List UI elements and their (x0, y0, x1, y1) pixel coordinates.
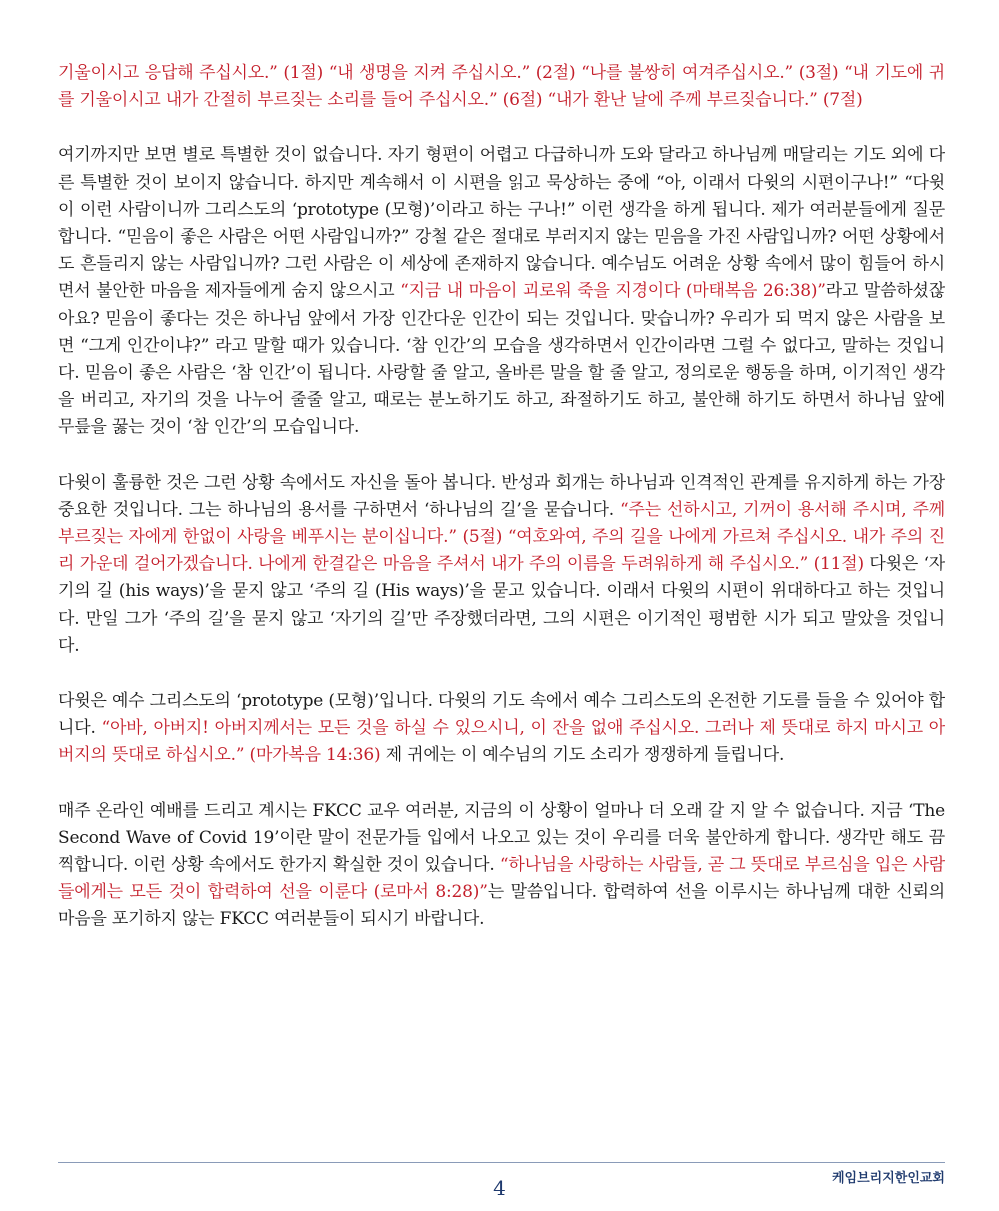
body-text-segment: 다윗이 훌륭한 것은 그런 상황 속에서도 자신을 돌아 봅니다. 반성과 회개는 하나님과 인격적인 관계를 유지하게 하는 가장 중요한 것입니다. 그는 하나님의 용서를 구하면서 ‘하나님의 길’을 묻습니다. (58, 472, 945, 520)
body-text-segment: 다윗은 ‘자기의 길 (his ways)’을 묻지 않고 ‘주의 길 (His ways)’을 묻고 있습니다. 이래서 다윗의 시편이 위대하다고 하는 것입니다. 만일 그가 ‘주의 길’을 묻지 않고 ‘자기의 길’만 주장했더라면, 그의 시편은 이기적인 평범한 시가 되고 말았을 것입니다. (58, 554, 946, 656)
paragraph-4 (58, 688, 945, 770)
page-number: 4 (493, 1176, 506, 1200)
footer-divider (58, 1162, 945, 1163)
paragraph-2 (58, 142, 945, 441)
paragraph-3 (58, 470, 945, 660)
body-text (58, 60, 945, 962)
scripture-quote: “아바, 아버지! 아버지께서는 모든 것을 하실 수 있으시니, 이 잔을 없애 주십시오. 그러나 제 뜻대로 하지 마시고 아버지의 뜻대로 하십시오.” (마가복음 14:36) (58, 718, 946, 766)
body-text-segment: 라고 말씀하셨잖아요? 믿음이 좋다는 것은 하나님 앞에서 가장 인간다운 인간이 되는 것입니다. 맞습니까? 우리가 되 먹지 않은 사람을 보면 “그게 인간이냐?” 라고 말할 때가 있습니다. ‘참 인간’의 모습을 생각하면서 인간이라면 그럴 수 없다고, 말하는 것입니다. 믿음이 좋은 사람은 ‘참 인간’이 됩니다. 사랑할 줄 알고, 올바른 말을 할 줄 알고, 정의로운 행동을 하며, 이기적인 생각을 버리고, 자기의 것을 나누어 줄줄 알고, 때로는 분노하기도 하고, 좌절하기도 하고, 불안해 하기도 하면서 하나님 앞에 무릎을 꿇는 것이 ‘참 인간’의 모습입니다. (58, 281, 945, 438)
scripture-quote: “주는 선하시고, 기꺼이 용서해 주시며, 주께 부르짖는 자에게 한없이 사랑을 베푸시는 분이십니다.” (5절) “여호와여, 주의 길을 나에게 가르쳐 주십시오. 내가 주의 진리 가운데 걸어가겠습니다. 나에게 한결같은 마음을 주셔서 내가 주의 이름을 두려워하게 해 주십시오.” (11절) (58, 499, 945, 575)
scripture-quote: “하나님을 사랑하는 사람들, 곧 그 뜻대로 부르심을 입은 사람들에게는 모든 것이 합력하여 선을 이룬다 (로마서 8:28)” (58, 855, 945, 903)
scripture-quote: “지금 내 마음이 괴로워 죽을 지경이다 (마태복음 26:38)” (400, 281, 826, 302)
paragraph-5 (58, 798, 945, 934)
paragraph-1 (58, 60, 945, 114)
body-text-segment: 매주 온라인 예배를 드리고 계시는 FKCC 교우 여러분, 지금의 이 상황이 얼마나 더 오래 갈 지 알 수 없습니다. 지금 ‘The Second Wave of Covid 19’이란 말이 전문가들 입에서 나오고 있는 것이 우리를 더욱 불안하게 합니다. 생각만 해도 끔찍합니다. 이런 상황 속에서도 한가지 확실한 것이 있습니다. (58, 800, 945, 876)
body-text-segment: 제 귀에는 이 예수님의 기도 소리가 쟁쟁하게 들립니다. (380, 745, 785, 766)
body-text-segment: 여기까지만 보면 별로 특별한 것이 없습니다. 자기 형편이 어렵고 다급하니까 도와 달라고 하나님께 매달리는 기도 외에 다른 특별한 것이 보이지 않습니다. 하지만 계속해서 이 시편을 읽고 묵상하는 중에 “아, 이래서 다윗의 시편이구나!” “다윗이 이런 사람이니까 그리스도의 ‘prototype (모형)’이라고 하는 구나!” 이런 생각을 하게 됩니다. 제가 여러분들에게 질문합니다. “믿음이 좋은 사람은 어떤 사람입니까?” 강철 같은 절대로 부러지지 않는 믿음을 가진 사람입니까? 어떤 상황에서도 흔들리지 않는 사람입니까? 그런 사람은 이 세상에 존재하지 않습니다. 예수님도 어려운 상황 속에서 많이 힘들어 하시면서 불안한 마음을 제자들에게 숨지 않으시고 (58, 145, 945, 302)
body-text-segment: 는 말씀입니다. 합력하여 선을 이루시는 하나님께 대한 신뢰의 마음을 포기하지 않는 FKCC 여러분들이 되시기 바랍니다. (58, 882, 945, 930)
body-text-segment: 다윗은 예수 그리스도의 ‘prototype (모형)’입니다. 다윗의 기도 속에서 예수 그리스도의 온전한 기도를 들을 수 있어야 합니다. (58, 691, 945, 739)
scripture-quote: 기울이시고 응답해 주십시오.” (1절) “내 생명을 지켜 주십시오.” (2절) “나를 불쌍히 여겨주십시오.” (3절) “내 기도에 귀를 기울이시고 내가 간절히 부르짖는 소리를 들어 주십시오.” (6절) “내가 환난 날에 주께 부르짖습니다.” (7절) (58, 63, 945, 111)
church-name: 케임브리지한인교회 (831, 1171, 945, 1186)
